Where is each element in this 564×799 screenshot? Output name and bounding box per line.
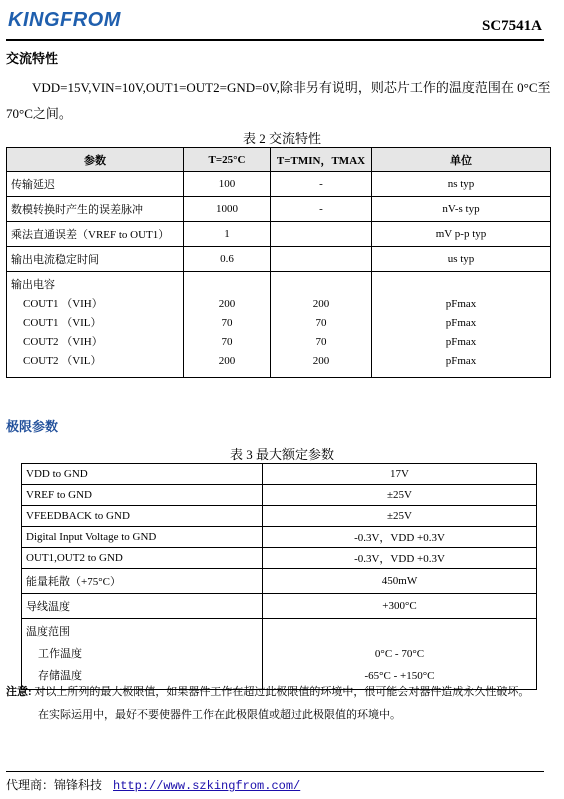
- table-row: [22, 527, 537, 548]
- cell: -: [271, 197, 372, 222]
- cell: pFmax: [445, 298, 477, 310]
- cell: 工作温度: [38, 648, 82, 660]
- cell: ±25V: [263, 506, 537, 527]
- table-row: [22, 569, 537, 594]
- cell: +300°C: [263, 594, 537, 619]
- cell: 200: [312, 298, 330, 310]
- note-line2: 在实际运用中，最好不要使器件工作在此极限值或超过此极限值的环境中。: [38, 709, 401, 721]
- cell: 0.6: [184, 247, 271, 272]
- conditions-line2: 70°C之间。: [6, 106, 72, 121]
- cell: pFmax: [445, 355, 477, 367]
- cell: [271, 247, 372, 272]
- cell: 200: [218, 355, 236, 367]
- note-label: 注意:: [6, 686, 32, 698]
- cell: 输出电流稳定时间: [7, 247, 184, 272]
- cell: 温度范围: [26, 626, 70, 638]
- table-row: [22, 594, 537, 619]
- cell: 数模转换时产生的误差脉冲: [7, 197, 184, 222]
- col-header: 单位: [372, 148, 551, 172]
- col-header: T=25°C: [184, 148, 271, 172]
- cell: VREF to GND: [22, 485, 263, 506]
- table-row: [7, 172, 551, 197]
- cell: Digital Input Voltage to GND: [22, 527, 263, 548]
- cell: -65°C - +150°C: [364, 670, 435, 682]
- cell: COUT1 （VIL）: [23, 317, 102, 329]
- company-logo: KINGFROM: [8, 9, 121, 31]
- col-header: T=TMIN，TMAX: [271, 148, 372, 172]
- note-line1: [6, 683, 529, 699]
- cell: 导线温度: [22, 594, 263, 619]
- cell: 1000: [184, 197, 271, 222]
- absolute-max-table: [21, 463, 537, 690]
- cell: COUT1 （VIH）: [23, 298, 103, 310]
- cell: 1: [184, 222, 271, 247]
- footer: [6, 776, 300, 793]
- col-header: 参数: [7, 148, 184, 172]
- table-row: [22, 485, 537, 506]
- cell: [271, 222, 372, 247]
- table2-caption: 表 2 交流特性: [242, 131, 321, 146]
- table-row: [7, 197, 551, 222]
- cell: 70: [221, 336, 233, 348]
- model-number: SC7541A: [481, 18, 542, 34]
- cell: 乘法直通误差（VREF to OUT1）: [7, 222, 184, 247]
- note-text: 对以上所列的最大极限值，如果器件工作在超过此极限值的环境中，很可能会对器件造成永久性破坏。: [34, 686, 530, 698]
- footer-divider: [6, 771, 544, 772]
- conditions-line1: VDD=15V,VIN=10V,OUT1=OUT2=GND=0V,除非另有说明，则芯片工作的温度范围在 0°C至: [32, 80, 551, 95]
- cell: VDD to GND: [22, 464, 263, 485]
- header-divider: [6, 39, 544, 41]
- cell: mV p-p typ: [372, 222, 551, 247]
- cell: 存储温度: [38, 670, 82, 682]
- section-title-ac: 交流特性: [6, 52, 59, 67]
- cell: pFmax: [445, 336, 477, 348]
- cell: nV-s typ: [372, 197, 551, 222]
- cell: 输出电容: [11, 279, 55, 291]
- cell: -: [271, 172, 372, 197]
- cell: 70: [315, 336, 327, 348]
- cell: 0°C - 70°C: [374, 648, 425, 660]
- cell: 450mW: [263, 569, 537, 594]
- cell: VFEEDBACK to GND: [22, 506, 263, 527]
- table-row-temperature: [22, 619, 537, 690]
- cell: COUT2 （VIL）: [23, 355, 102, 367]
- cell: 200: [218, 298, 236, 310]
- agent-label: 代理商：锦锋科技: [6, 778, 103, 792]
- cell: 200: [312, 355, 330, 367]
- cell: -0.3V，VDD +0.3V: [263, 527, 537, 548]
- table-row: [22, 506, 537, 527]
- cell: COUT2 （VIH）: [23, 336, 103, 348]
- cell: 70: [315, 317, 327, 329]
- ac-characteristics-table: [6, 147, 551, 378]
- table-row: [22, 464, 537, 485]
- cell: us typ: [372, 247, 551, 272]
- cell: ns typ: [372, 172, 551, 197]
- table3-caption: 表 3 最大额定参数: [229, 447, 334, 462]
- table-row: [7, 247, 551, 272]
- cell: 100: [184, 172, 271, 197]
- cell: pFmax: [445, 317, 477, 329]
- table-row: [7, 222, 551, 247]
- section-title-limits: 极限参数: [6, 420, 59, 435]
- cell: ±25V: [263, 485, 537, 506]
- cell: OUT1,OUT2 to GND: [22, 548, 263, 569]
- website-link[interactable]: http://www.szkingfrom.com/: [113, 779, 301, 793]
- cell: 70: [221, 317, 233, 329]
- cell: 能量耗散（+75°C）: [22, 569, 263, 594]
- cell: -0.3V，VDD +0.3V: [263, 548, 537, 569]
- table-row: [22, 548, 537, 569]
- cell: 17V: [263, 464, 537, 485]
- cell: 传输延迟: [7, 172, 184, 197]
- table-row-capacitance: [7, 272, 551, 378]
